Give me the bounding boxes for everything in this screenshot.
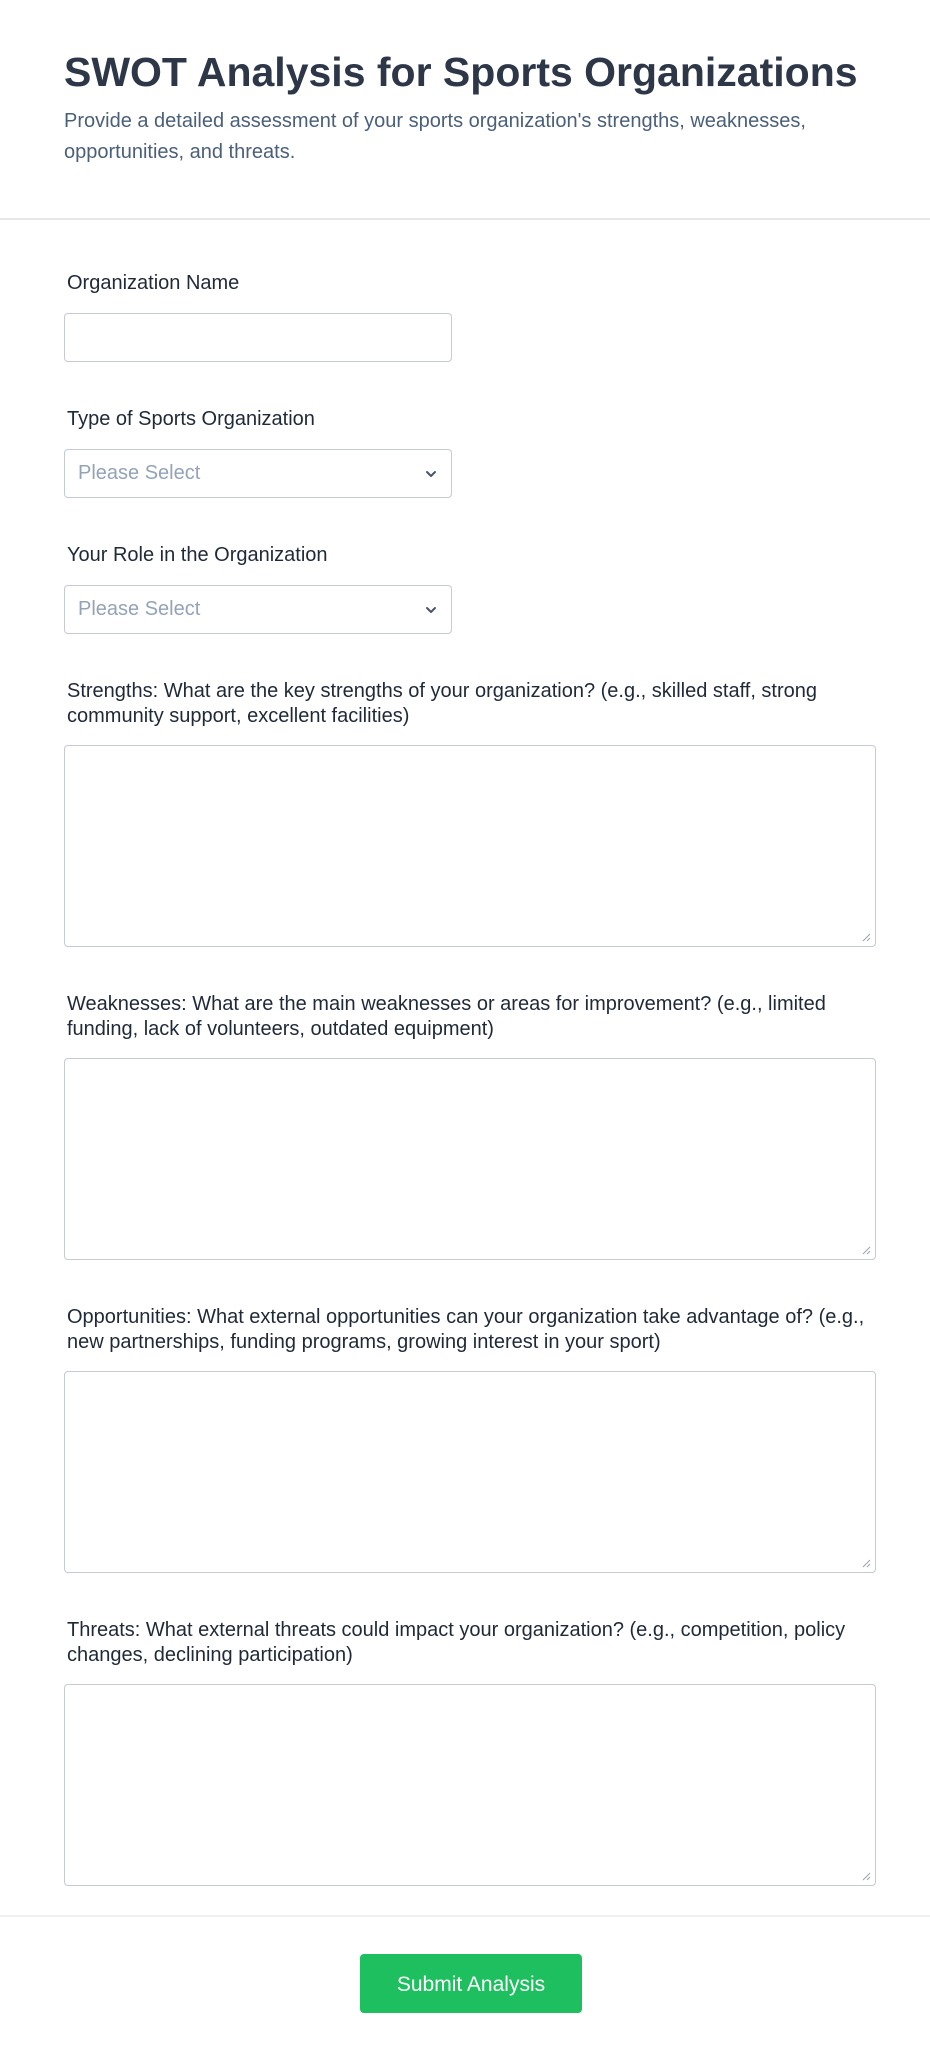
resize-grip-icon[interactable]	[861, 1558, 871, 1568]
role-label: Your Role in the Organization	[67, 544, 328, 566]
strengths-label: Strengths: What are the key strengths of your organization? (e.g., skilled staff, strong community support, excellent facilities)	[67, 680, 818, 727]
resize-grip-icon[interactable]	[861, 1245, 871, 1255]
weaknesses-label: Weaknesses: What are the main weaknesses or areas for improvement? (e.g., limited funding, lack of volunteers, outdated equipment)	[67, 993, 826, 1040]
threats-label: Threats: What external threats could impact your organization? (e.g., competition, policy changes, declining participation)	[67, 1619, 846, 1666]
organization-type-label: Type of Sports Organization	[67, 408, 315, 430]
opportunities-label: Opportunities: What external opportunities can your organization take advantage of? (e.g., new partnerships, funding programs, growing interest in your sport)	[67, 1306, 865, 1353]
strengths-textarea[interactable]	[64, 745, 876, 947]
resize-grip-icon[interactable]	[861, 932, 871, 942]
chevron-down-icon	[424, 603, 438, 617]
resize-grip-icon[interactable]	[861, 1871, 871, 1881]
organization-name-label: Organization Name	[67, 272, 240, 294]
page-subtitle: Provide a detailed assessment of your sports organization's strengths, weaknesses, opportunities, and threats.	[64, 110, 806, 163]
organization-type-select[interactable]	[64, 449, 452, 498]
organization-name-input[interactable]	[64, 313, 452, 362]
opportunities-textarea[interactable]	[64, 1371, 876, 1573]
form-header	[0, 0, 930, 220]
role-select[interactable]	[64, 585, 452, 634]
weaknesses-textarea[interactable]	[64, 1058, 876, 1260]
chevron-down-icon	[424, 467, 438, 481]
page-title: SWOT Analysis for Sports Organizations	[64, 49, 858, 95]
threats-textarea[interactable]	[64, 1684, 876, 1886]
organization-type-selected: Please Select	[78, 462, 201, 484]
footer-divider	[0, 1915, 930, 1917]
role-selected: Please Select	[78, 598, 201, 620]
submit-analysis-button[interactable]: Submit Analysis	[360, 1954, 582, 2013]
